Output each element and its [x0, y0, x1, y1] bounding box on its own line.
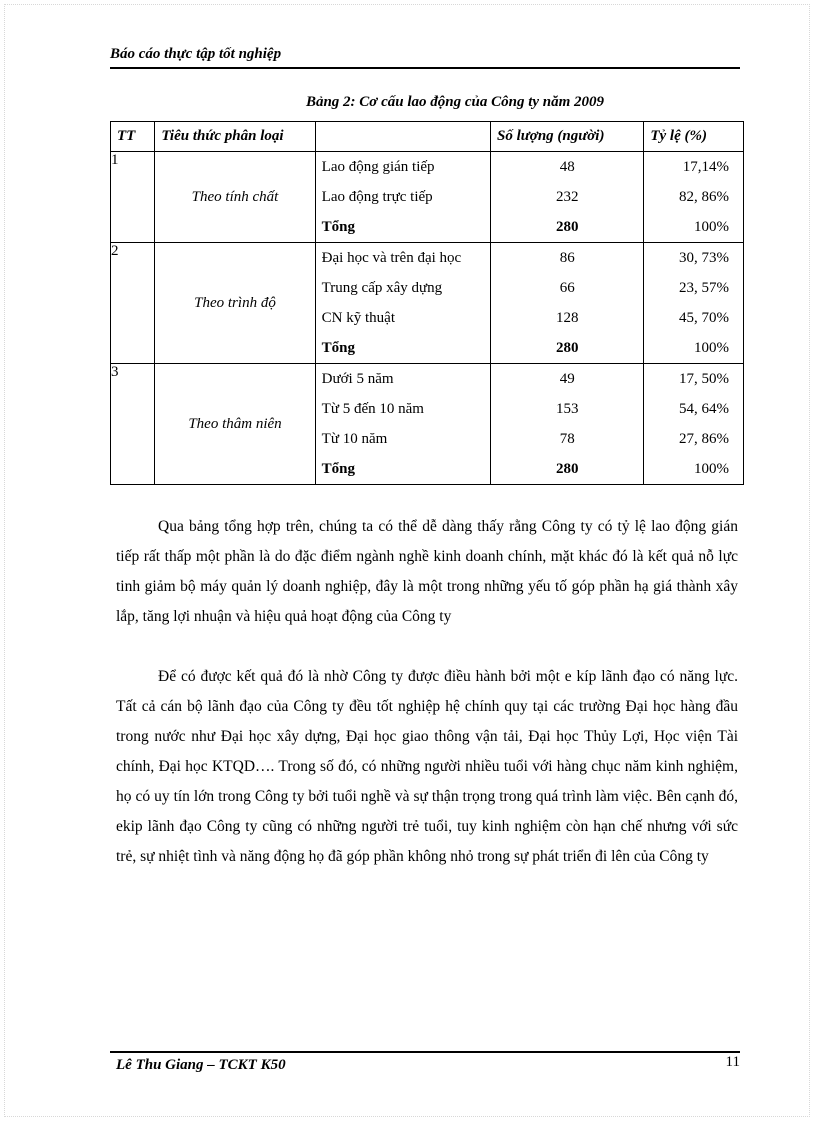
body-paragraph: Để có được kết quả đó là nhờ Công ty được điều hành bởi một e kíp lãnh đạo có năng lực. Tất cả cán bộ lãnh đạo của Công ty đều tốt nghiệp hệ chính quy tại các trường Đại học hàng đầu trong nước như Đại học xây dựng, Đại học giao thông vận tải, Đại học Thủy Lợi, Học viện Tài chính, Đại học KTQD…. Trong số đó, có những người nhiều tuổi với hàng chục năm kinh nghiệm, họ có uy tín lớn trong Công ty bởi tuổi nghề và sự thận trọng trong quá trình làm việc. Bên cạnh đó, ekip lãnh đạo Công ty cũng có những người trẻ tuổi, tuy kinh nghiệm còn hạn chế nhưng với sức trẻ, sự nhiệt tình và năng động họ đã góp phần không nhỏ trong sự phát triển đi lên của Công ty	[116, 668, 738, 865]
group-number: 1	[111, 152, 155, 243]
total-quantity: 280	[555, 461, 579, 477]
sub-label: Đại học và trên đại học	[321, 250, 462, 266]
header-sub	[315, 122, 490, 152]
rate-value: 82, 86%	[679, 189, 729, 205]
table-header-row	[111, 122, 744, 152]
sub-label: CN kỹ thuật	[321, 310, 395, 326]
sub-label: Lao động gián tiếp	[321, 159, 435, 175]
quantity-value: 48	[559, 159, 575, 175]
quantity-value: 232	[555, 189, 579, 205]
total-rate: 100%	[694, 340, 729, 356]
rate-cell	[644, 243, 744, 364]
quantity-value: 153	[555, 401, 579, 417]
total-rate: 100%	[694, 219, 729, 235]
quantity-cell	[491, 243, 644, 364]
rate-cell	[644, 364, 744, 485]
sub-label: Dưới 5 năm	[321, 371, 394, 387]
quantity-value: 86	[559, 250, 575, 266]
group-criteria: Theo thâm niên	[155, 364, 315, 485]
table-group-row	[111, 152, 744, 243]
sub-label-cell	[315, 364, 490, 485]
group-number: 3	[111, 364, 155, 485]
rate-value: 23, 57%	[679, 280, 729, 296]
sub-label: Từ 5 đến 10 năm	[321, 401, 424, 417]
total-label: Tổng	[321, 461, 356, 477]
header-tt: TT	[111, 122, 155, 152]
header-rate: Tỷ lệ (%)	[644, 122, 744, 152]
table-caption: Bảng 2: Cơ cấu lao động của Công ty năm 2009	[305, 94, 605, 110]
running-header: Báo cáo thực tập tốt nghiệp	[110, 46, 282, 62]
sub-label: Trung cấp xây dựng	[321, 280, 443, 296]
total-quantity: 280	[555, 340, 579, 356]
total-rate: 100%	[694, 461, 729, 477]
total-label: Tổng	[321, 340, 356, 356]
sub-label-cell	[315, 243, 490, 364]
body-paragraph: Qua bảng tổng hợp trên, chúng ta có thể dễ dàng thấy rằng Công ty có tỷ lệ lao động gián tiếp rất thấp một phần là do đặc điểm ngành nghề kinh doanh chính, mặt khác đó là kết quả nỗ lực tinh giảm bộ máy quản lý doanh nghiệp, đây là một trong những yếu tố góp phần hạ giá thành xây lắp, tăng lợi nhuận và hiệu quả hoạt động của Công ty	[116, 518, 738, 625]
labor-structure-table	[110, 121, 744, 485]
quantity-value: 49	[559, 371, 575, 387]
header-rule	[110, 67, 740, 69]
table-group-row	[111, 243, 744, 364]
sub-label: Lao động trực tiếp	[321, 189, 433, 205]
group-criteria: Theo trình độ	[155, 243, 315, 364]
footer-author: Lê Thu Giang – TCKT K50	[116, 1057, 286, 1073]
rate-value: 27, 86%	[679, 431, 729, 447]
rate-cell	[644, 152, 744, 243]
table-group-row	[111, 364, 744, 485]
quantity-value: 66	[559, 280, 575, 296]
rate-value: 54, 64%	[679, 401, 729, 417]
total-quantity: 280	[555, 219, 579, 235]
group-criteria: Theo tính chất	[155, 152, 315, 243]
group-number: 2	[111, 243, 155, 364]
rate-value: 30, 73%	[679, 250, 729, 266]
footer-rule	[110, 1051, 740, 1053]
rate-value: 17,14%	[682, 159, 729, 175]
rate-value: 17, 50%	[679, 371, 729, 387]
sub-label-cell	[315, 152, 490, 243]
header-criteria: Tiêu thức phân loại	[155, 122, 315, 152]
quantity-cell	[491, 152, 644, 243]
rate-value: 45, 70%	[679, 310, 729, 326]
page-number: 11	[725, 1054, 740, 1070]
total-label: Tổng	[321, 219, 356, 235]
quantity-value: 78	[559, 431, 575, 447]
quantity-cell	[491, 364, 644, 485]
sub-label: Từ 10 năm	[321, 431, 388, 447]
header-quantity: Số lượng (người)	[491, 122, 644, 152]
quantity-value: 128	[555, 310, 579, 326]
